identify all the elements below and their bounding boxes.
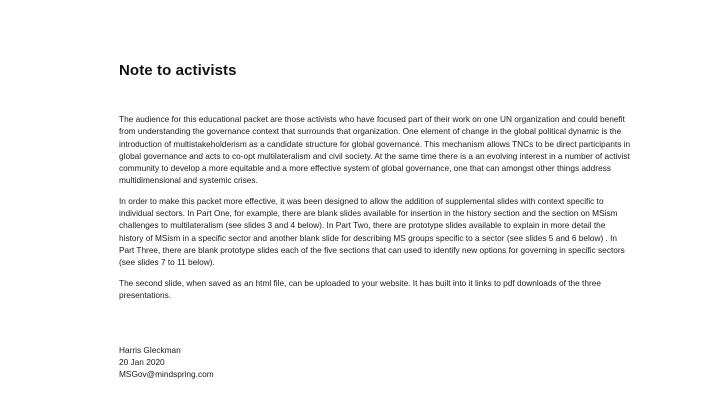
slide-body	[119, 113, 631, 309]
signature-block	[119, 344, 214, 380]
signature-email: MSGov@mindspring.com	[119, 369, 214, 379]
slide-title: Note to activists	[119, 62, 237, 79]
signature-date: 20 Jan 2020	[119, 357, 165, 367]
paragraph-audience: The audience for this educational packet are those activists who have focused part of their work on one UN organization and could benefit from understanding the governance context that surrounds that organization. One element of change in the global political dynamic is the introduction of multistakeholderism as a candidate structure for global governance. This mechanism allows TNCs to be direct participants in global governance and acts to co-opt multilateralism and civil society. At the same time there is a an evolving interest in a number of activist community to develop a more equitable and a more effective system of global governance, one that can amongst other things address multidimensional and systemic crises.	[119, 114, 631, 186]
signature-name: Harris Gleckman	[119, 345, 181, 355]
paragraph-packet-design: In order to make this packet more effective, it was been designed to allow the addition of supplemental slides with context specific to individual sectors. In Part One, for example, there are blank slides available for insertion in the history section and the section on MSism challenges to multilateralism (see slides 3 and 4 below). In Part Two, there are prototype slides available to explain in more detail the history of MSism in a specific sector and another blank slide for describing MS groups specific to a sector (see slides 5 and 6 below) . In Part Three, there are blank prototype slides each of the five sections that can used to identify new options for governing in specific sectors (see slides 7 to 11 below).	[119, 195, 625, 268]
paragraph-second-slide: The second slide, when saved as an html file, can be uploaded to your website. It has built into it links to pdf downloads of the three presentations.	[119, 277, 601, 300]
